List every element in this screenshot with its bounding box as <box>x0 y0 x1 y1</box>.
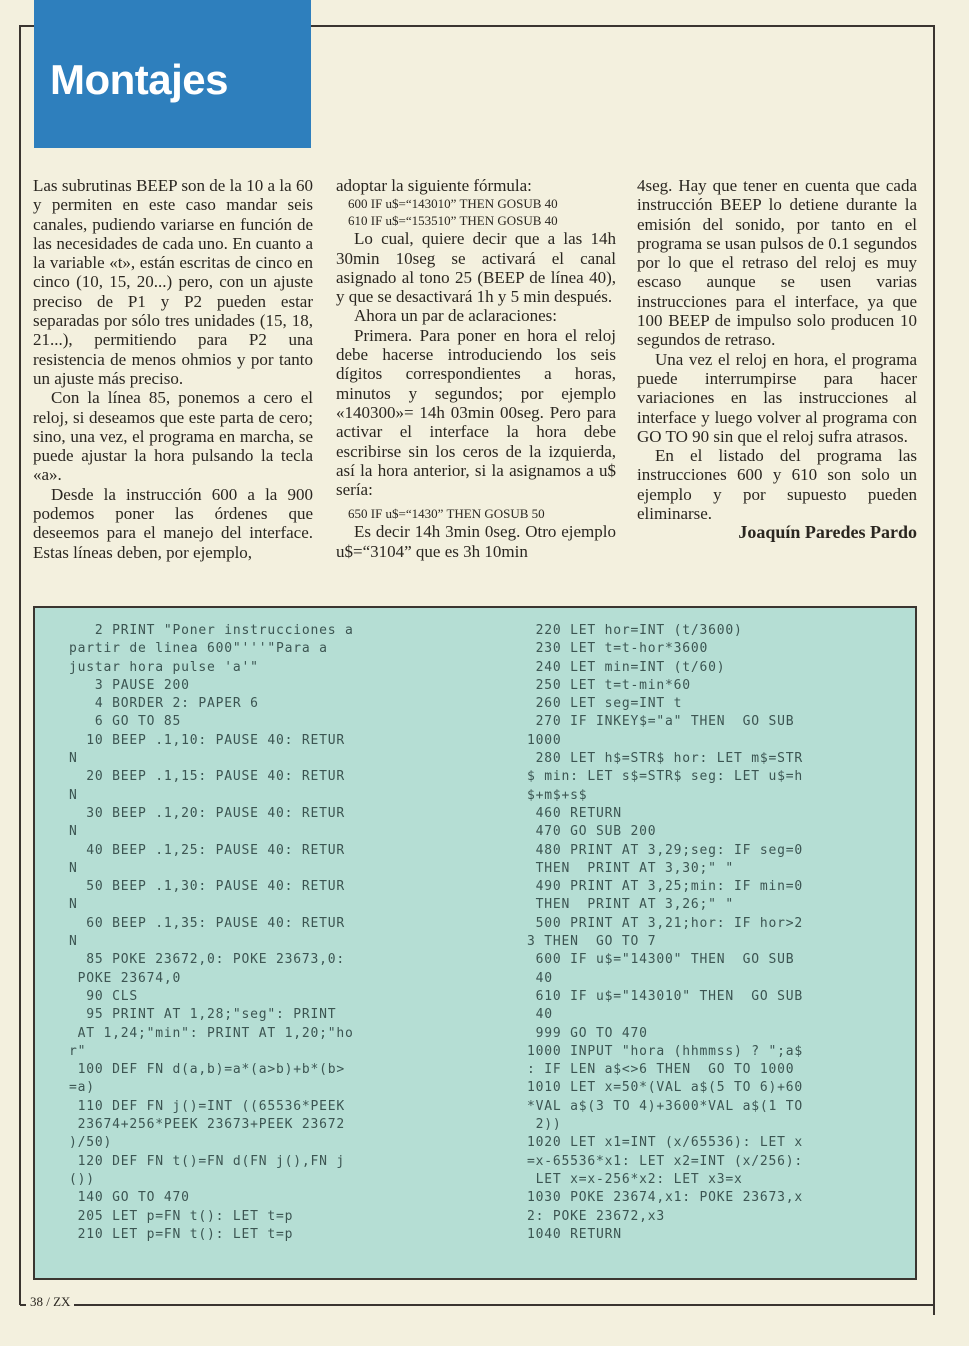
paragraph: Lo cual, quiere decir que a las 14h 30min 10seg se activará el canal asignado al tono 25 (BEEP de línea 40), y que se desactivará 1h y 5 min después. <box>336 229 616 307</box>
listing-line: 40 <box>527 970 553 986</box>
listing-line: =a) <box>69 1080 95 1096</box>
paragraph: En el listado del programa las instrucciones 600 y 610 son solo un ejemplo y por supuesto pueden eliminarse. <box>637 446 917 524</box>
listing-line: 100 DEF FN d(a,b)=a*(a>b)+b*(b> <box>69 1062 346 1078</box>
listing-line: 999 GO TO 470 <box>527 1025 648 1041</box>
listing-line: *VAL a$(3 TO 4)+3600*VAL a$(1 TO <box>527 1098 804 1114</box>
listing-line: =x-65536*x1: LET x2=INT (x/256): <box>527 1153 804 1169</box>
listing-line: 1000 INPUT "hora (hhmmss) ? ";a$ <box>527 1043 804 1059</box>
paragraph: Una vez el reloj en hora, el programa puede interrumpirse para hacer variaciones en las instrucciones al interface y luego volver al programa con GO TO 90 sin que el reloj sufra atrasos. <box>637 349 917 446</box>
listing-line: 120 DEF FN t()=FN d(FN j(),FN j <box>69 1153 346 1169</box>
listing-line: 85 POKE 23672,0: POKE 23673,0: <box>69 952 346 968</box>
listing-line: 50 BEEP .1,30: PAUSE 40: RETUR <box>69 879 346 895</box>
author-byline: Joaquín Paredes Pardo <box>738 522 917 543</box>
bottom-rule <box>20 1304 935 1306</box>
listing-line: N <box>69 934 78 950</box>
listing-line: 210 LET p=FN t(): LET t=p <box>69 1226 294 1242</box>
listing-line: 30 BEEP .1,20: PAUSE 40: RETUR <box>69 805 346 821</box>
listing-line: AT 1,24;"min": PRINT AT 1,20;"ho <box>69 1025 354 1041</box>
listing-line: 240 LET min=INT (t/60) <box>527 659 726 675</box>
paragraph: Primera. Para poner en hora el reloj debe hacerse introduciendo los seis dígitos correspondientes a horas, minutos y segundos; por ejemplo «140300»= 14h 03min 00seg. Pero para activar el interface la hora debe escribirse sin los ceros de la izquierda, así la hora anterior, si la asignamos a u$ sería: <box>336 325 616 500</box>
listing-line: 95 PRINT AT 1,28;"seg": PRINT <box>69 1007 337 1023</box>
listing-line: 6 GO TO 85 <box>69 714 182 730</box>
listing-line: N <box>69 751 78 767</box>
paragraph: Las subrutinas BEEP son de la 10 a la 60 y permiten en este caso mandar seis canales, pudiendo variarse en función de las necesidades de cada uno. En cuanto a la variable «t», están escritas de cinco en cinco (10, 15, 20...) pero, con un ajuste preciso de P1 y P2 pueden estar separadas por sólo tres unidades (15, 18, 21...), permitiendo para P2 una resistencia de menos ohmios y por tanto un ajuste más preciso. <box>33 176 313 388</box>
listing-line: 1000 <box>527 732 562 748</box>
article-column-2 <box>336 176 616 561</box>
paragraph: 4seg. Hay que tener en cuenta que cada instrucción BEEP lo detiene durante la emisión del sonido, por tanto en el programa se usan pulsos de 0.1 segundos por lo que el retraso del reloj es muy escaso aunque se usen varias instrucciones para el interface, ya que 100 BEEP de impulso solo producen 10 segundos de retraso. <box>637 176 917 350</box>
listing-line: 460 RETURN <box>527 805 622 821</box>
page-folio: 38 / ZX <box>26 1294 74 1310</box>
listing-line: 1010 LET x=50*(VAL a$(5 TO 6)+60 <box>527 1080 804 1096</box>
listing-line: 280 LET h$=STR$ hor: LET m$=STR <box>527 751 804 767</box>
listing-line: 140 GO TO 470 <box>69 1190 190 1206</box>
listing-line: 4 BORDER 2: PAPER 6 <box>69 696 259 712</box>
listing-line: 60 BEEP .1,35: PAUSE 40: RETUR <box>69 915 346 931</box>
listing-line: justar hora pulse 'a'" <box>69 659 259 675</box>
listing-line: LET x=x-256*x2: LET x3=x <box>527 1171 743 1187</box>
listing-line: 260 LET seg=INT t <box>527 696 683 712</box>
listing-line: 2)) <box>527 1117 562 1133</box>
listing-line: $+m$+s$ <box>527 787 588 803</box>
listing-line: 3 THEN GO TO 7 <box>527 934 657 950</box>
program-listing <box>33 606 917 1280</box>
paragraph: Con la línea 85, ponemos a cero el reloj, si deseamos que este parta de cero; sino, una vez, el programa en marcha, se puede ajustar la hora pulsando la tecla «a». <box>33 388 313 485</box>
listing-line: 90 CLS <box>69 988 139 1004</box>
listing-line: )/50) <box>69 1135 113 1151</box>
listing-line: r" <box>69 1043 87 1059</box>
listing-line: 470 GO SUB 200 <box>527 824 657 840</box>
listing-line: 3 PAUSE 200 <box>69 677 190 693</box>
listing-line: 20 BEEP .1,15: PAUSE 40: RETUR <box>69 769 346 785</box>
listing-line: 600 IF u$="14300" THEN GO SUB <box>527 952 795 968</box>
article-column-3 <box>637 176 917 543</box>
listing-line: 2 PRINT "Poner instrucciones a <box>69 623 354 638</box>
listing-line: N <box>69 787 78 803</box>
listing-line: 500 PRINT AT 3,21;hor: IF hor>2 <box>527 915 804 931</box>
listing-line: 610 IF u$="143010" THEN GO SUB <box>527 988 804 1004</box>
section-header <box>34 0 311 148</box>
listing-line: N <box>69 824 78 840</box>
listing-line: $ min: LET s$=STR$ seg: LET u$=h <box>527 769 804 785</box>
listing-line: THEN PRINT AT 3,26;" " <box>527 897 735 913</box>
listing-line: 1020 LET x1=INT (x/65536): LET x <box>527 1135 804 1151</box>
right-rule <box>933 25 935 1315</box>
listing-line: 110 DEF FN j()=INT ((65536*PEEK <box>69 1098 346 1114</box>
listing-line: 40 BEEP .1,25: PAUSE 40: RETUR <box>69 842 346 858</box>
listing-line: THEN PRINT AT 3,30;" " <box>527 860 735 876</box>
listing-column-left <box>69 622 461 1244</box>
code-example-line: 600 IF u$=“143010” THEN GOSUB 40 <box>348 196 558 212</box>
listing-line: 490 PRINT AT 3,25;min: IF min=0 <box>527 879 804 895</box>
left-rule <box>19 25 21 1305</box>
section-title: Montajes <box>50 56 229 103</box>
listing-line: ()) <box>69 1171 95 1187</box>
listing-line: 2: POKE 23672,x3 <box>527 1208 666 1224</box>
listing-line: 10 BEEP .1,10: PAUSE 40: RETUR <box>69 732 346 748</box>
listing-line: 220 LET hor=INT (t/3600) <box>527 623 743 638</box>
paragraph: adoptar la siguiente fórmula: <box>336 176 532 195</box>
listing-column-right <box>527 622 919 1244</box>
listing-line: 40 <box>527 1007 553 1023</box>
article-column-1 <box>33 176 313 562</box>
listing-line: 480 PRINT AT 3,29;seg: IF seg=0 <box>527 842 804 858</box>
listing-line: 1040 RETURN <box>527 1226 622 1242</box>
paragraph: Ahora un par de aclaraciones: <box>354 306 557 326</box>
listing-line: 205 LET p=FN t(): LET t=p <box>69 1208 294 1224</box>
listing-line: 1030 POKE 23674,x1: POKE 23673,x <box>527 1190 804 1206</box>
listing-line: partir de linea 600"'''"Para a <box>69 641 328 657</box>
listing-line: N <box>69 897 78 913</box>
code-example-line: 610 IF u$=“153510” THEN GOSUB 40 <box>348 213 558 229</box>
listing-line: : IF LEN a$<>6 THEN GO TO 1000 <box>527 1062 795 1078</box>
listing-line: 23674+256*PEEK 23673+PEEK 23672 <box>69 1117 346 1133</box>
listing-line: 270 IF INKEY$="a" THEN GO SUB <box>527 714 795 730</box>
paragraph: Es decir 14h 3min 0seg. Otro ejemplo u$=“3104” que es 3h 10min <box>336 522 616 561</box>
listing-line: POKE 23674,0 <box>69 970 182 986</box>
paragraph: Desde la instrucción 600 a la 900 podemos poner las órdenes que deseemos para el manejo del interface. Estas líneas deben, por ejemplo, <box>33 484 313 562</box>
listing-line: N <box>69 860 78 876</box>
listing-line: 250 LET t=t-min*60 <box>527 677 691 693</box>
listing-line: 230 LET t=t-hor*3600 <box>527 641 709 657</box>
code-example-line: 650 IF u$=“1430” THEN GOSUB 50 <box>348 506 545 522</box>
